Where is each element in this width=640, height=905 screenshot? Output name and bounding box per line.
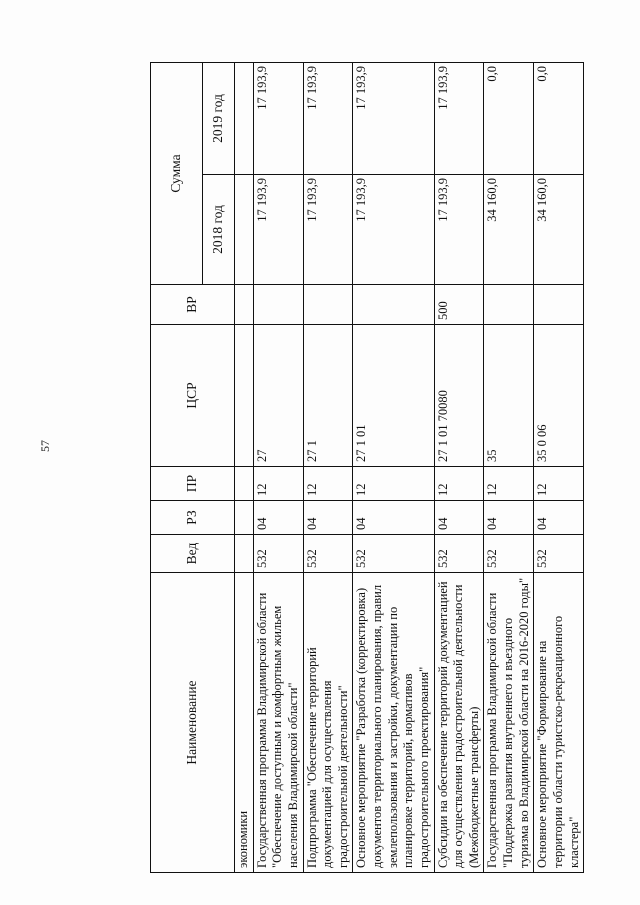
- header-ved: Вед: [151, 535, 235, 573]
- row-pr: 12: [434, 467, 484, 501]
- header-rz: РЗ: [151, 501, 235, 535]
- row-sum-2019: 17 193,9: [303, 62, 353, 174]
- header-pr: ПР: [151, 467, 235, 501]
- row-ved: 532: [534, 535, 584, 573]
- table-row: [484, 62, 534, 872]
- row-name: Государственная программа Владимирской области "Поддержка развития внутреннего и въездного туризма во Владимирской области на 2016-2020 годы": [484, 573, 534, 873]
- row-rz: 04: [253, 501, 303, 535]
- row-vr: [484, 285, 534, 325]
- row-rz: 04: [303, 501, 353, 535]
- row-sum-2019: 0,0: [534, 62, 584, 174]
- row-rz: 04: [484, 501, 534, 535]
- header-year-2019: 2019 год: [203, 62, 235, 174]
- row-vr: [303, 285, 353, 325]
- row-name: Субсидии на обеспечение территорий документацией для осуществления градостроительной деятельности (Межбюджетные трансферты): [434, 573, 484, 873]
- continuation-row: [235, 62, 254, 872]
- page-number: 57: [38, 440, 52, 452]
- row-pr: 12: [353, 467, 434, 501]
- row-sum-2018: 17 193,9: [253, 175, 303, 285]
- row-csr: 27 1: [303, 325, 353, 467]
- header-sum: Сумма: [151, 62, 203, 284]
- row-rz: 04: [353, 501, 434, 535]
- row-pr: 12: [534, 467, 584, 501]
- row-sum-2019: 17 193,9: [353, 62, 434, 174]
- row-ved: 532: [353, 535, 434, 573]
- row-csr: 27: [253, 325, 303, 467]
- row-vr: [353, 285, 434, 325]
- row-ved: 532: [253, 535, 303, 573]
- row-csr: 35: [484, 325, 534, 467]
- table-row: [253, 62, 303, 872]
- header-vr: ВР: [151, 285, 235, 325]
- row-sum-2018: 34 160,0: [484, 175, 534, 285]
- header-name: Наименование: [151, 573, 235, 873]
- row-ved: 532: [434, 535, 484, 573]
- row-vr: [253, 285, 303, 325]
- table-row: [434, 62, 484, 872]
- row-rz: 04: [434, 501, 484, 535]
- header-csr: ЦСР: [151, 325, 235, 467]
- table-row: [534, 62, 584, 872]
- header-row: [151, 62, 203, 872]
- continuation-label: экономики: [235, 573, 254, 873]
- row-pr: 12: [253, 467, 303, 501]
- row-csr: 27 1 01 70080: [434, 325, 484, 467]
- row-ved: 532: [484, 535, 534, 573]
- row-name: Государственная программа Владимирской области "Обеспечение доступным и комфортным жильем населения Владимирской области": [253, 573, 303, 873]
- row-sum-2019: 0,0: [484, 62, 534, 174]
- row-pr: 12: [484, 467, 534, 501]
- row-sum-2018: 17 193,9: [434, 175, 484, 285]
- row-csr: 35 0 06: [534, 325, 584, 467]
- budget-table: [150, 62, 584, 873]
- row-ved: 532: [303, 535, 353, 573]
- row-sum-2019: 17 193,9: [253, 62, 303, 174]
- row-sum-2019: 17 193,9: [434, 62, 484, 174]
- row-vr: [534, 285, 584, 325]
- row-csr: 27 1 01: [353, 325, 434, 467]
- row-sum-2018: 34 160,0: [534, 175, 584, 285]
- table-row: [353, 62, 434, 872]
- row-sum-2018: 17 193,9: [353, 175, 434, 285]
- row-rz: 04: [534, 501, 584, 535]
- row-name: Основное мероприятие "Разработка (корректировка) документов территориального планирования, правил землепользования и застройки, документации по планировке территорий, нормативов градостроительного проектирования": [353, 573, 434, 873]
- table-row: [303, 62, 353, 872]
- row-sum-2018: 17 193,9: [303, 175, 353, 285]
- row-pr: 12: [303, 467, 353, 501]
- row-name: Подпрограмма "Обеспечение территорий документацией для осуществления градостроительной деятельности": [303, 573, 353, 873]
- budget-table-rotated: [150, 63, 584, 873]
- row-name: Основное мероприятие "Формирование на территории области туристско-рекреационного кластера": [534, 573, 584, 873]
- header-year-2018: 2018 год: [203, 175, 235, 285]
- row-vr: 500: [434, 285, 484, 325]
